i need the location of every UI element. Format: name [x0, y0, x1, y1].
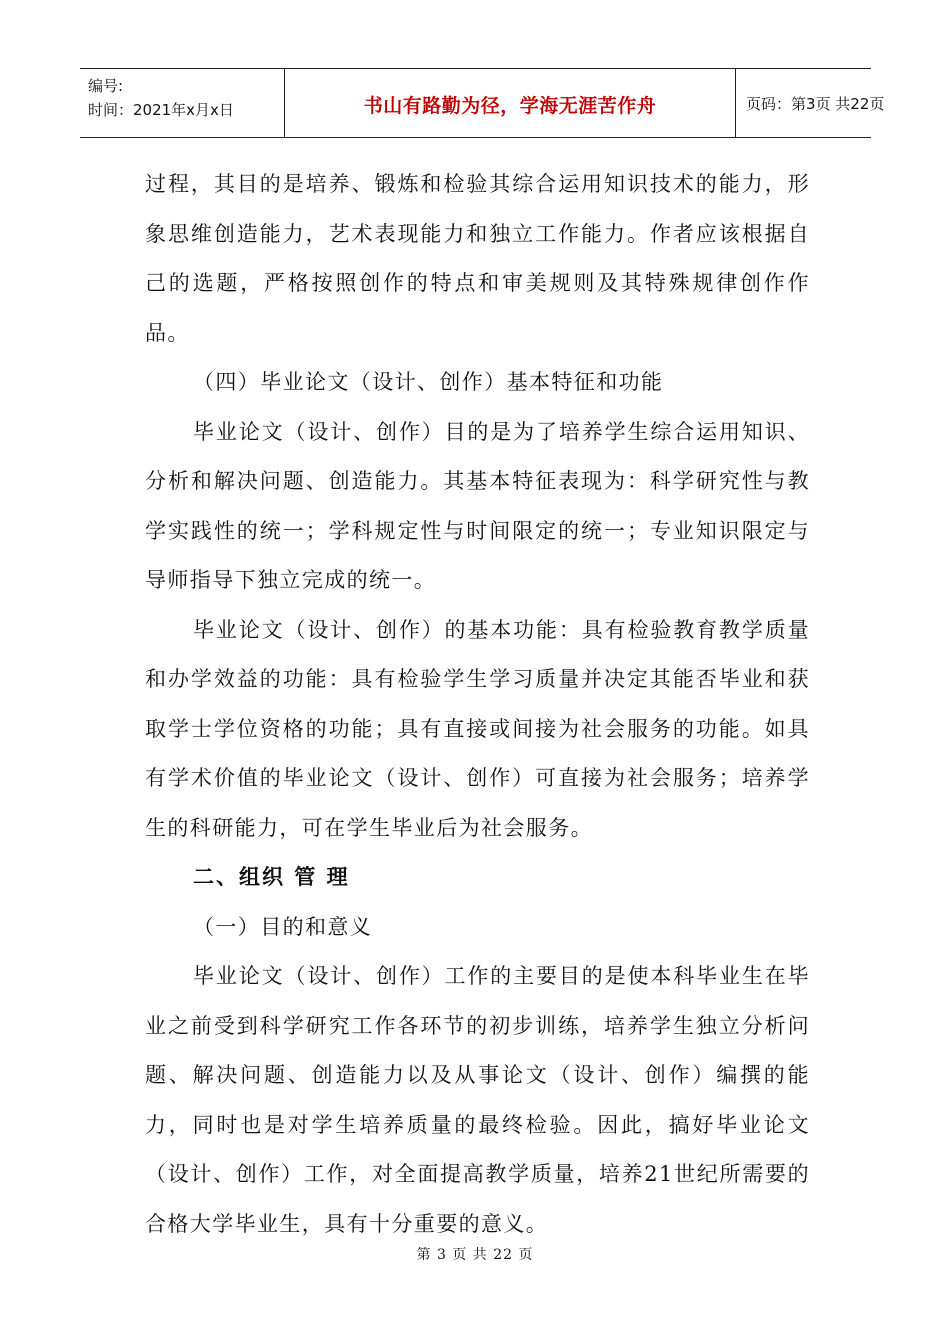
subheading-features: （四）毕业论文（设计、创作）基本特征和功能: [193, 370, 664, 394]
header-table: [80, 68, 885, 138]
header-meta-cell: [80, 69, 285, 137]
paragraph-purpose: 毕业论文（设计、创作）工作的主要目的是使本科毕业生在毕业之前受到科学研究工作各环节的初步训练，培养学生独立分析问题、解决问题、创造能力以及从事论文（设计、创作）编撰的能力，同时也是对学生培养质量的最终检验。因此，搞好毕业论文（设计、创作）工作，对全面提高教学质量，培养21世纪所需要的合格大学毕业生，具有十分重要的意义。: [145, 964, 810, 1236]
page-footer: 第 3 页 共 22 页: [416, 1247, 534, 1263]
section-heading-management: 二、组织 管 理: [193, 865, 350, 889]
paragraph-functions: 毕业论文（设计、创作）的基本功能：具有检验教育教学质量和办学效益的功能：具有检验学生学习质量并决定其能否毕业和获取学士学位资格的功能；具有直接或间接为社会服务的功能。如具有学术价值的毕业论文（设计、创作）可直接为社会服务；培养学生的科研能力，可在学生毕业后为社会服务。: [145, 617, 810, 840]
doc-number-label: 编号:: [88, 77, 124, 95]
header-motto: 书山有路勤为径，学海无涯苦作舟: [363, 95, 657, 117]
paragraph-continued: 过程，其目的是培养、锻炼和检验其综合运用知识技术的能力，形象思维创造能力，艺术表现能力和独立工作能力。作者应该根据自己的选题，严格按照创作的特点和审美规则及其特殊规律创作作品。: [145, 172, 810, 345]
doc-date-label: 时间：2021年x月x日: [88, 101, 234, 119]
document-body: [145, 160, 810, 1249]
header-page-code: 页码：第3页 共22页: [746, 95, 885, 113]
header-motto-cell: [285, 69, 736, 137]
paragraph-features: 毕业论文（设计、创作）目的是为了培养学生综合运用知识、分析和解决问题、创造能力。其基本特征表现为：科学研究性与教学实践性的统一；学科规定性与时间限定的统一；专业知识限定与导师指导下独立完成的统一。: [145, 419, 810, 592]
subheading-purpose: （一）目的和意义: [193, 914, 373, 939]
header-page-cell: [736, 69, 885, 137]
